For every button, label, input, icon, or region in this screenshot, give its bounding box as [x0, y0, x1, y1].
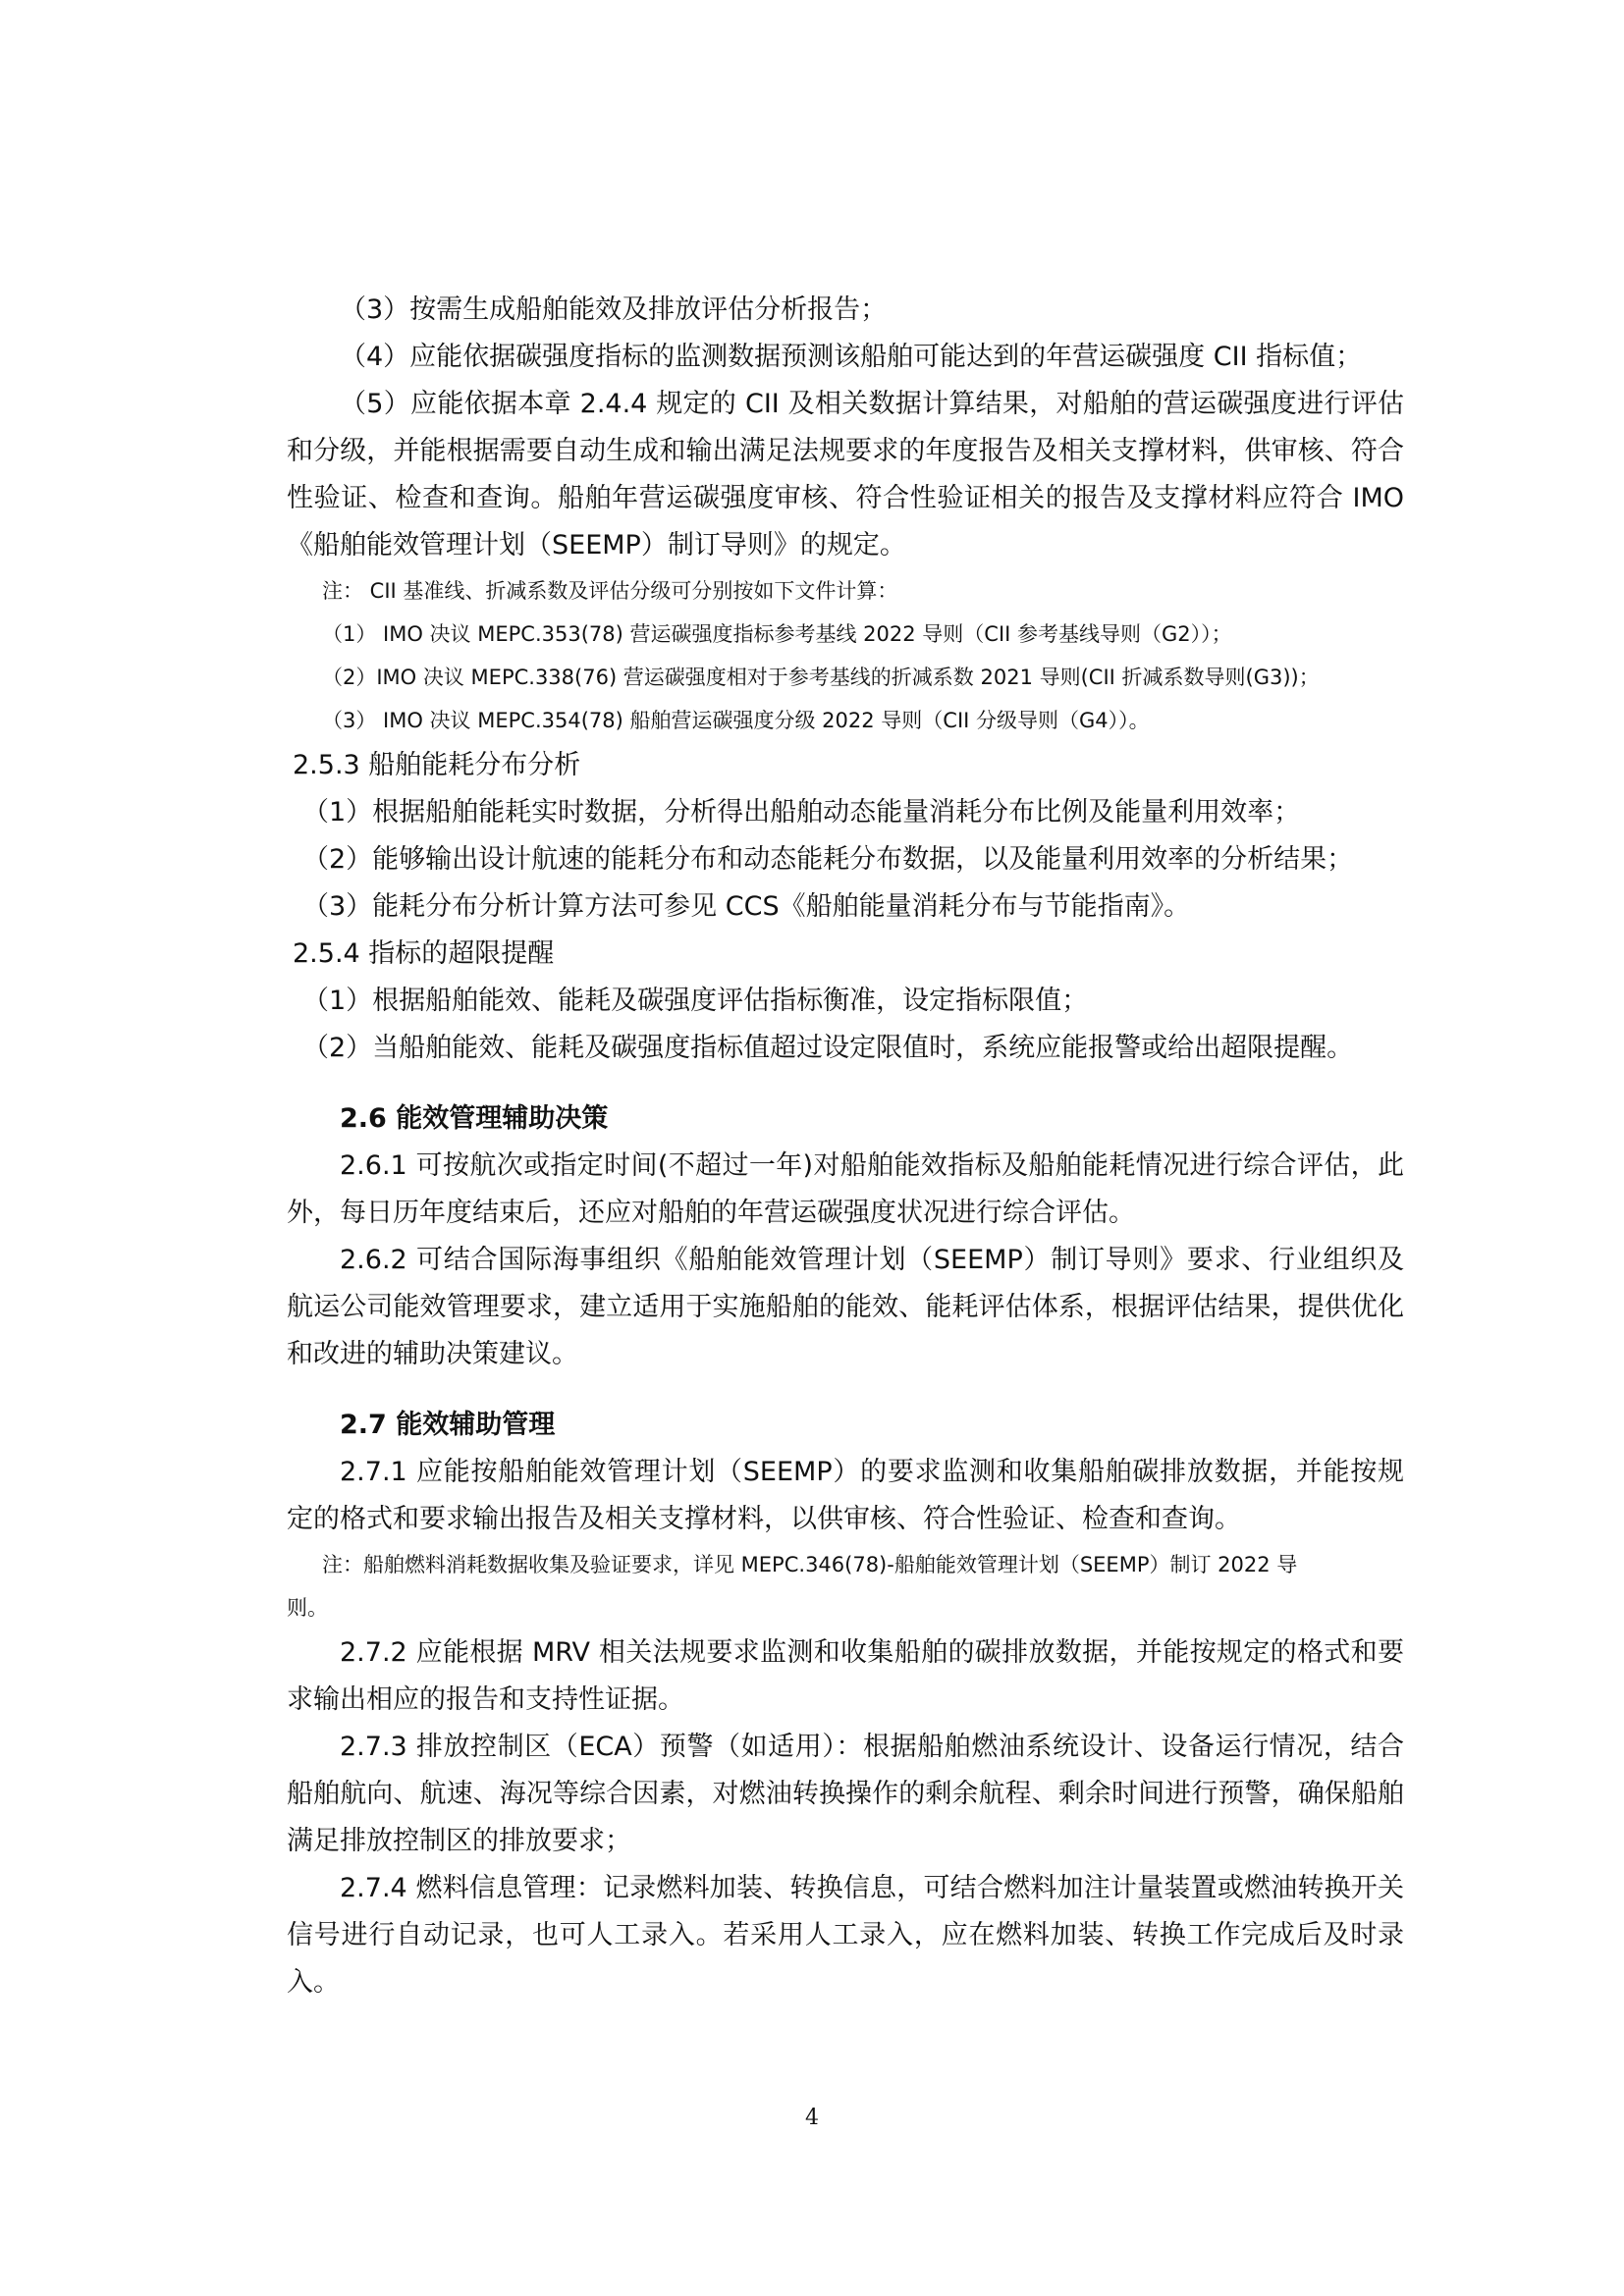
item-2-5-2-4: （4）应能依据碳强度指标的监测数据预测该船舶可能达到的年营运碳强度 CII 指标值；	[340, 342, 1363, 372]
section-2-6-heading: 2.6 能效管理辅助决策	[340, 1103, 609, 1134]
note-cii-item-3: （3） IMO 决议 MEPC.354(78) 船舶营运碳强度分级 2022 导则（CII 分级导则（G4））。	[322, 709, 1150, 732]
page-content	[287, 287, 1404, 2006]
paragraph-2-7-1: 2.7.1 应能按船舶能效管理计划（SEEMP）的要求监测和收集船舶碳排放数据，并能按规定的格式和要求输出报告及相关支撑材料，以供审核、符合性验证、检查和查询。	[287, 1457, 1404, 1534]
section-2-5-3-title: 2.5.3 船舶能耗分布分析	[293, 750, 581, 780]
note-2-7-1-line2: 则。	[287, 1596, 328, 1620]
note-cii-item-2: （2）IMO 决议 MEPC.338(76) 营运碳强度相对于参考基线的折减系数 2021 导则(CII 折减系数导则(G3))；	[322, 666, 1320, 689]
section-2-5-3-item-3: （3）能耗分布分析计算方法可参见 CCS《船舶能量消耗分布与节能指南》。	[302, 891, 1191, 922]
section-2-5-3-item-2: （2）能够输出设计航速的能耗分布和动态能耗分布数据，以及能量利用效率的分析结果；	[302, 844, 1354, 875]
note-cii-intro: 注： CII 基准线、折减系数及评估分级可分别按如下文件计算：	[322, 579, 898, 603]
paragraph-2-7-3: 2.7.3 排放控制区（ECA）预警（如适用）：根据船舶燃油系统设计、设备运行情况，结合船舶航向、航速、海况等综合因素，对燃油转换操作的剩余航程、剩余时间进行预警，确保船舶满足排放控制区的排放要求；	[287, 1732, 1404, 1856]
note-cii-item-1: （1） IMO 决议 MEPC.353(78) 营运碳强度指标参考基线 2022 导则（CII 参考基线导则（G2））；	[322, 622, 1232, 646]
section-2-7-heading: 2.7 能效辅助管理	[340, 1410, 556, 1440]
section-2-5-4-item-2: （2）当船舶能效、能耗及碳强度指标值超过设定限值时，系统应能报警或给出超限提醒。	[302, 1033, 1354, 1063]
paragraph-2-6-1: 2.6.1 可按航次或指定时间(不超过一年)对船舶能效指标及船舶能耗情况进行综合评估，此外，每日历年度结束后，还应对船舶的年营运碳强度状况进行综合评估。	[287, 1150, 1404, 1228]
item-2-5-2-5: （5）应能依据本章 2.4.4 规定的 CII 及相关数据计算结果，对船舶的营运碳强度进行评估和分级，并能根据需要自动生成和输出满足法规要求的年度报告及相关支撑材料，供审核、符合性验证、检查和查询。船舶年营运碳强度审核、符合性验证相关的报告及支撑材料应符合 IMO《船舶能效管理计划（SEEMP）制订导则》的规定。	[287, 389, 1404, 561]
spacer	[287, 1378, 1404, 1402]
section-2-5-4-item-1: （1）根据船舶能效、能耗及碳强度评估指标衡准，设定指标限值；	[302, 986, 1089, 1016]
section-2-5-4-title: 2.5.4 指标的超限提醒	[293, 938, 555, 969]
note-2-7-1-line1: 注：船舶燃料消耗数据收集及验证要求，详见 MEPC.346(78)-船舶能效管理计划（SEEMP）制订 2022 导	[322, 1553, 1298, 1576]
item-2-5-2-3: （3）按需生成船舶能效及排放评估分析报告；	[340, 294, 888, 325]
paragraph-2-7-2: 2.7.2 应能根据 MRV 相关法规要求监测和收集船舶的碳排放数据，并能按规定的格式和要求输出相应的报告和支持性证据。	[287, 1637, 1404, 1715]
spacer	[287, 1072, 1404, 1095]
paragraph-2-6-2: 2.6.2 可结合国际海事组织《船舶能效管理计划（SEEMP）制订导则》要求、行业组织及航运公司能效管理要求，建立适用于实施船舶的能效、能耗评估体系，根据评估结果，提供优化和改进的辅助决策建议。	[287, 1245, 1404, 1369]
page-number: 4	[805, 2106, 819, 2130]
paragraph-2-7-4: 2.7.4 燃料信息管理：记录燃料加装、转换信息，可结合燃料加注计量装置或燃油转换开关信号进行自动记录，也可人工录入。若采用人工录入，应在燃料加装、转换工作完成后及时录入。	[287, 1873, 1404, 1998]
section-2-5-3-item-1: （1）根据船舶能耗实时数据，分析得出船舶动态能量消耗分布比例及能量利用效率；	[302, 797, 1301, 828]
